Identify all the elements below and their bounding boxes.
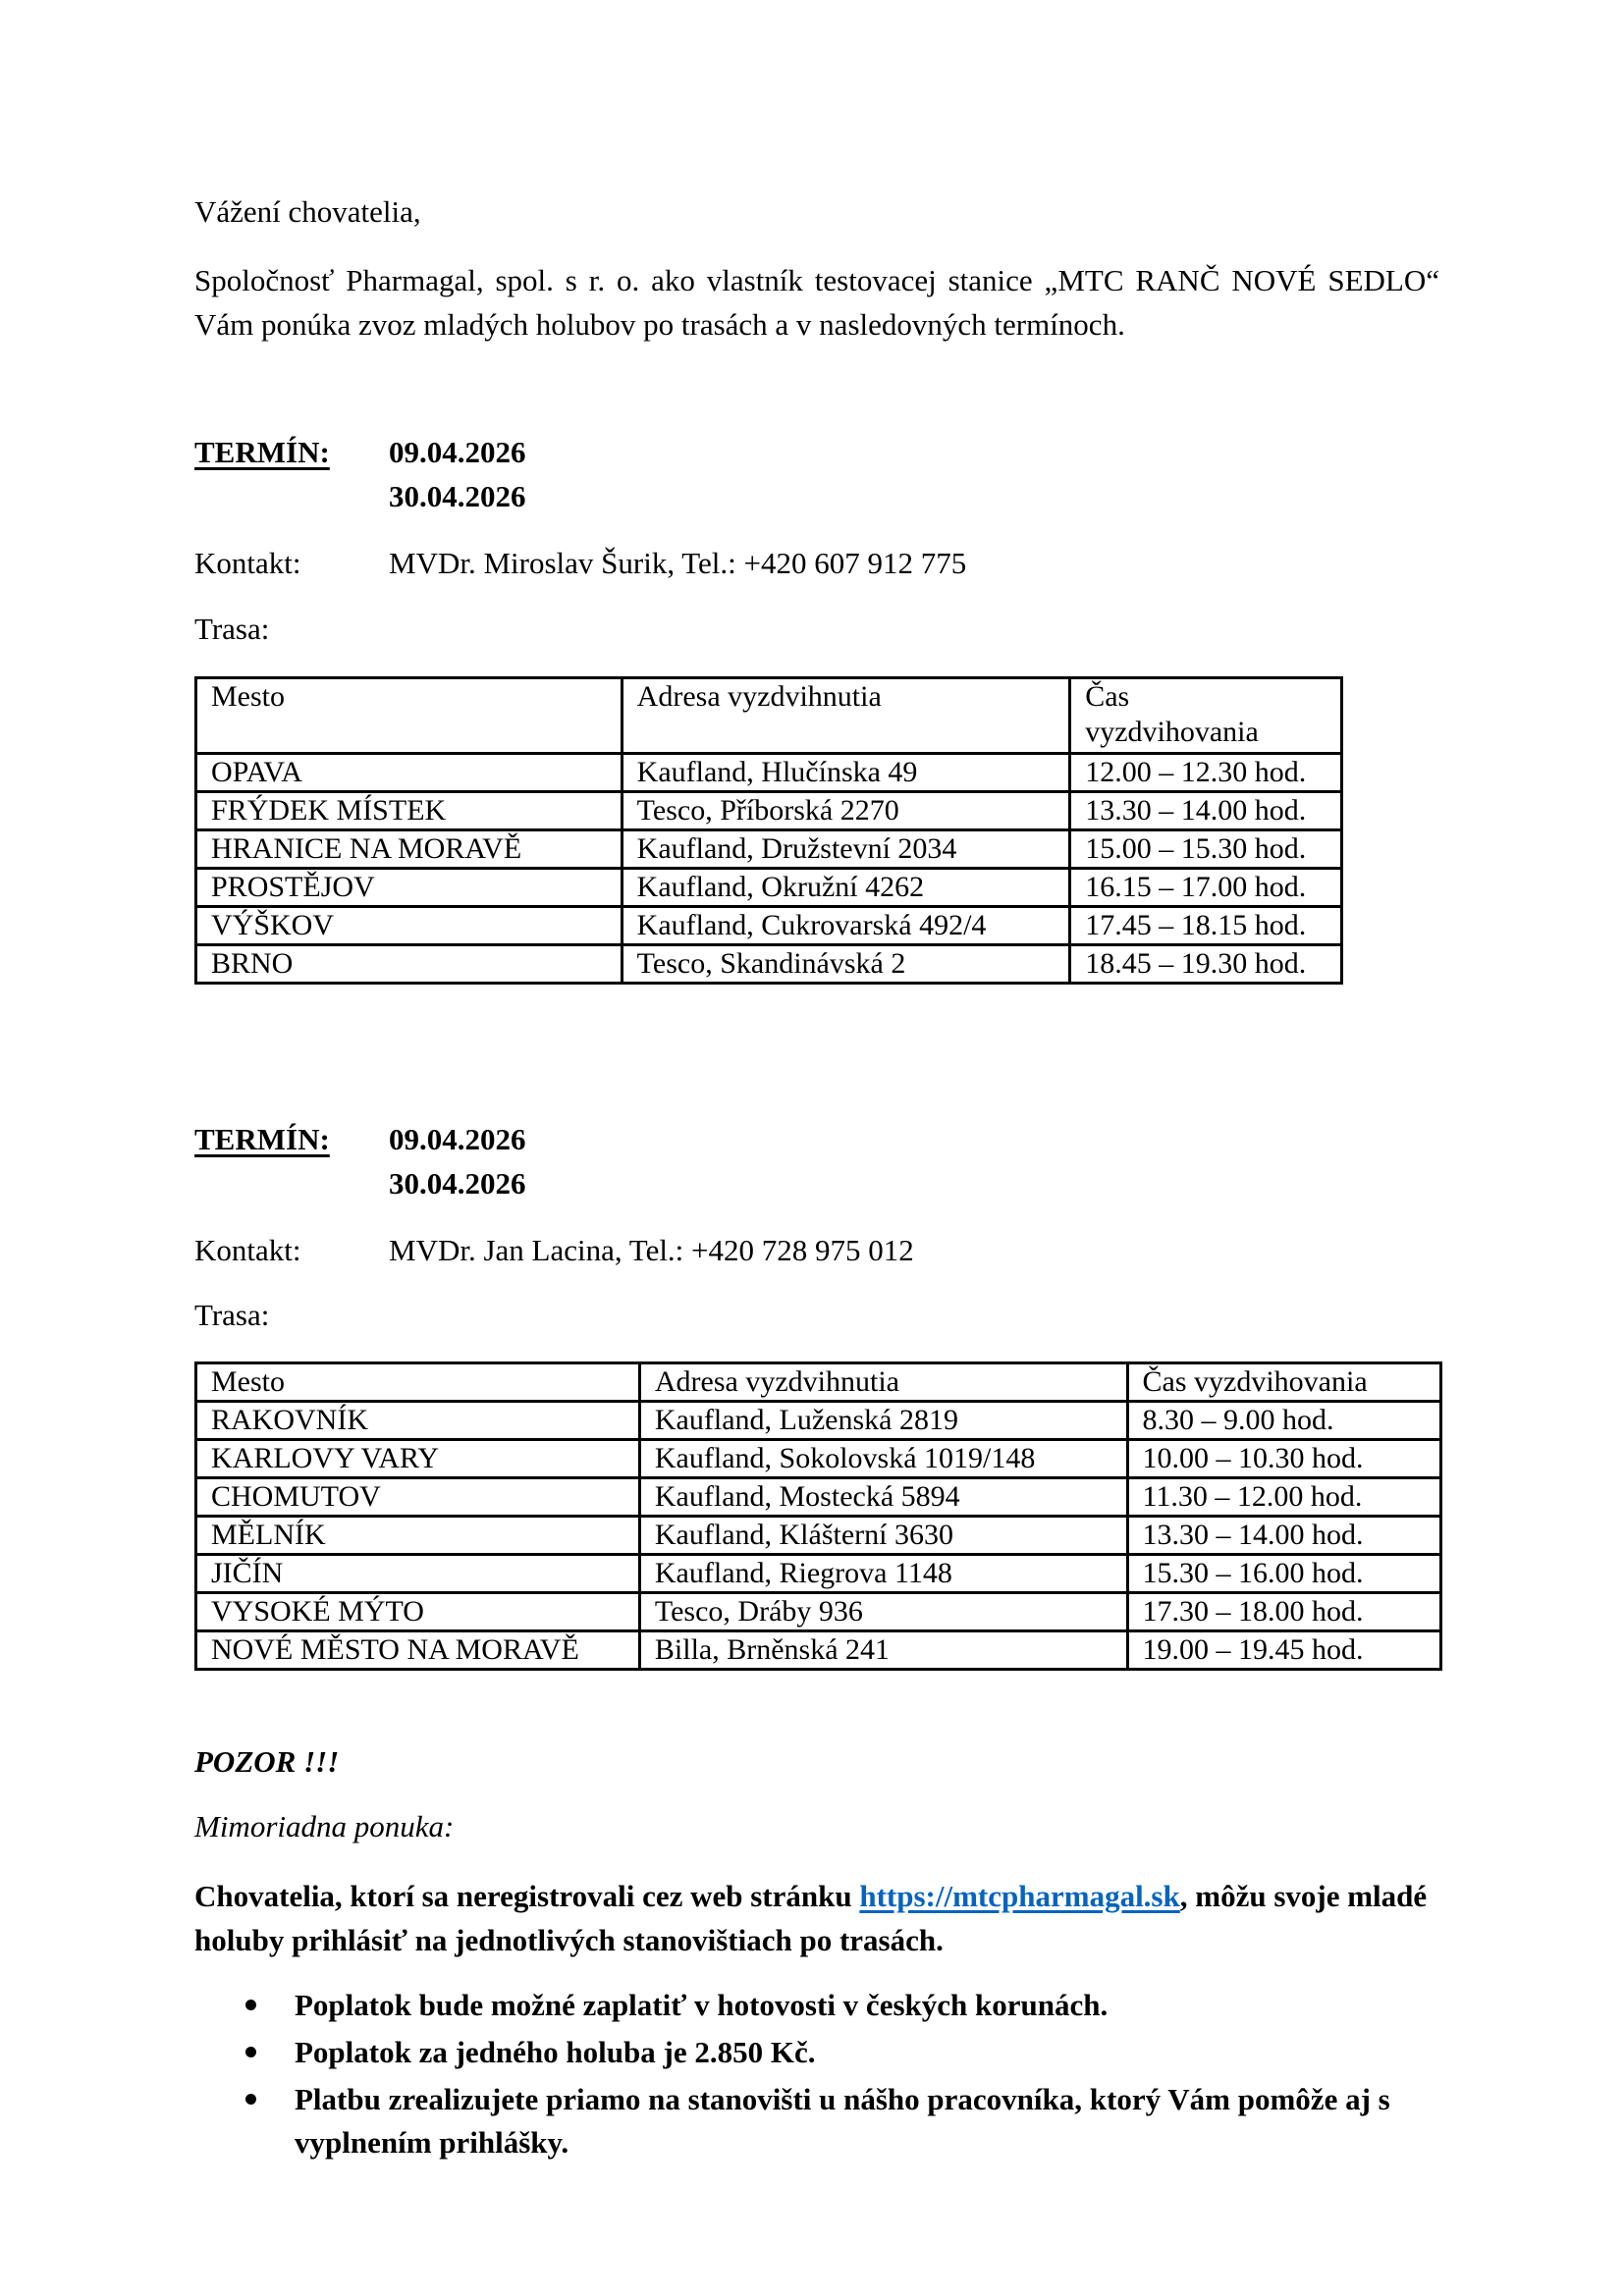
cell-address: Kaufland, Klášterní 3630 xyxy=(639,1517,1127,1555)
bullet-icon xyxy=(245,2047,256,2057)
cell-time: 15.30 – 16.00 hod. xyxy=(1127,1555,1440,1593)
header-cell-address: Adresa vyzdvihnutia xyxy=(622,678,1070,754)
term-label: TERMÍN: xyxy=(194,1122,330,1156)
table-row xyxy=(196,754,1342,792)
bullet-icon xyxy=(245,2094,256,2105)
route-table xyxy=(194,1362,1442,1671)
header-cell-time: Čas vyzdvihovania xyxy=(1070,678,1342,754)
list-item xyxy=(242,1984,1441,2027)
list-item xyxy=(242,2031,1441,2074)
contact-value: MVDr. Miroslav Šurik, Tel.: +420 607 912 775 xyxy=(389,546,967,580)
list-item xyxy=(242,2078,1441,2164)
header-cell-city: Mesto xyxy=(196,678,623,754)
notice-text-before-link: Chovatelia, ktorí sa neregistrovali cez web stránku xyxy=(194,1879,860,1913)
cell-address: Kaufland, Hlučínska 49 xyxy=(622,754,1070,792)
term-date-end: 30.04.2026 xyxy=(389,1166,526,1201)
cell-address: Kaufland, Cukrovarská 492/4 xyxy=(622,907,1070,945)
list-item-text: Platbu zrealizujete priamo na stanovišti u nášho pracovníka, ktorý Vám pomôže aj s vyplnením prihlášky. xyxy=(295,2082,1390,2160)
cell-time: 11.30 – 12.00 hod. xyxy=(1127,1478,1440,1517)
cell-address: Tesco, Skandinávská 2 xyxy=(622,945,1070,984)
table-row xyxy=(196,1440,1441,1478)
notice-subtitle: Mimoriadna ponuka: xyxy=(194,1809,455,1843)
cell-time: 15.00 – 15.30 hod. xyxy=(1070,830,1342,869)
cell-city: FRÝDEK MÍSTEK xyxy=(196,792,623,830)
cell-city: PROSTĚJOV xyxy=(196,869,623,907)
table-row xyxy=(196,907,1342,945)
route-label: Trasa: xyxy=(194,612,270,646)
cell-address: Kaufland, Sokolovská 1019/148 xyxy=(639,1440,1127,1478)
term-label: TERMÍN: xyxy=(194,435,330,469)
cell-address: Kaufland, Okružní 4262 xyxy=(622,869,1070,907)
cell-address: Tesco, Příborská 2270 xyxy=(622,792,1070,830)
cell-city: OPAVA xyxy=(196,754,623,792)
cell-time: 8.30 – 9.00 hod. xyxy=(1127,1402,1440,1440)
cell-city: MĚLNÍK xyxy=(196,1517,640,1555)
cell-address: Kaufland, Mostecká 5894 xyxy=(639,1478,1127,1517)
cell-city: VÝŠKOV xyxy=(196,907,623,945)
header-cell-city: Mesto xyxy=(196,1363,640,1402)
notice-title: POZOR !!! xyxy=(194,1744,340,1779)
notice-text-after-link: , môžu svoje mladé holuby prihlásiť na jednotlivých stanovištiach po trasách. xyxy=(194,1879,1428,1957)
term-date-end: 30.04.2026 xyxy=(389,479,526,513)
table-header-row xyxy=(196,678,1342,754)
payment-info-list xyxy=(242,1984,1441,2168)
table-row xyxy=(196,869,1342,907)
cell-city: CHOMUTOV xyxy=(196,1478,640,1517)
cell-time: 18.45 – 19.30 hod. xyxy=(1070,945,1342,984)
table-header-row xyxy=(196,1363,1441,1402)
notice-paragraph xyxy=(194,1874,1439,1962)
header-cell-address: Adresa vyzdvihnutia xyxy=(639,1363,1127,1402)
cell-address: Tesco, Dráby 936 xyxy=(639,1593,1127,1631)
cell-time: 13.30 – 14.00 hod. xyxy=(1127,1517,1440,1555)
cell-city: VYSOKÉ MÝTO xyxy=(196,1593,640,1631)
cell-city: BRNO xyxy=(196,945,623,984)
bullet-icon xyxy=(245,2000,256,2010)
header-cell-time: Čas vyzdvihovania xyxy=(1127,1363,1440,1402)
greeting: Vážení chovatelia, xyxy=(194,194,421,229)
list-item-text: Poplatok bude možné zaplatiť v hotovosti v českých korunách. xyxy=(295,1988,1109,2022)
contact-label: Kontakt: xyxy=(194,546,301,580)
term-date-start: 09.04.2026 xyxy=(389,435,526,469)
website-link[interactable]: https://mtcpharmagal.sk xyxy=(859,1879,1180,1913)
route-table xyxy=(194,676,1343,985)
contact-label: Kontakt: xyxy=(194,1233,301,1267)
cell-city: KARLOVY VARY xyxy=(196,1440,640,1478)
route-label: Trasa: xyxy=(194,1298,270,1332)
cell-city: RAKOVNÍK xyxy=(196,1402,640,1440)
table-row xyxy=(196,1555,1441,1593)
cell-time: 13.30 – 14.00 hod. xyxy=(1070,792,1342,830)
term-date-start: 09.04.2026 xyxy=(389,1122,526,1156)
table-row xyxy=(196,792,1342,830)
table-row xyxy=(196,945,1342,984)
cell-address: Kaufland, Luženská 2819 xyxy=(639,1402,1127,1440)
intro-paragraph: Spoločnosť Pharmagal, spol. s r. o. ako vlastník testovacej stanice „MTC RANČ NOVÉ SEDLO“ Vám ponúka zvoz mladých holubov po trasách a v nasledovných termínoch. xyxy=(194,263,1439,342)
cell-time: 12.00 – 12.30 hod. xyxy=(1070,754,1342,792)
table-row xyxy=(196,1478,1441,1517)
cell-city: NOVÉ MĚSTO NA MORAVĚ xyxy=(196,1631,640,1670)
table-row xyxy=(196,1631,1441,1670)
cell-time: 17.45 – 18.15 hod. xyxy=(1070,907,1342,945)
contact-value: MVDr. Jan Lacina, Tel.: +420 728 975 012 xyxy=(389,1233,914,1267)
cell-time: 16.15 – 17.00 hod. xyxy=(1070,869,1342,907)
list-item-text: Poplatok za jedného holuba je 2.850 Kč. xyxy=(295,2035,816,2069)
cell-time: 10.00 – 10.30 hod. xyxy=(1127,1440,1440,1478)
cell-city: HRANICE NA MORAVĚ xyxy=(196,830,623,869)
cell-city: JIČÍN xyxy=(196,1555,640,1593)
table-row xyxy=(196,1517,1441,1555)
cell-address: Kaufland, Riegrova 1148 xyxy=(639,1555,1127,1593)
cell-address: Kaufland, Družstevní 2034 xyxy=(622,830,1070,869)
table-row xyxy=(196,830,1342,869)
cell-time: 17.30 – 18.00 hod. xyxy=(1127,1593,1440,1631)
cell-time: 19.00 – 19.45 hod. xyxy=(1127,1631,1440,1670)
table-row xyxy=(196,1402,1441,1440)
table-row xyxy=(196,1593,1441,1631)
cell-address: Billa, Brněnská 241 xyxy=(639,1631,1127,1670)
